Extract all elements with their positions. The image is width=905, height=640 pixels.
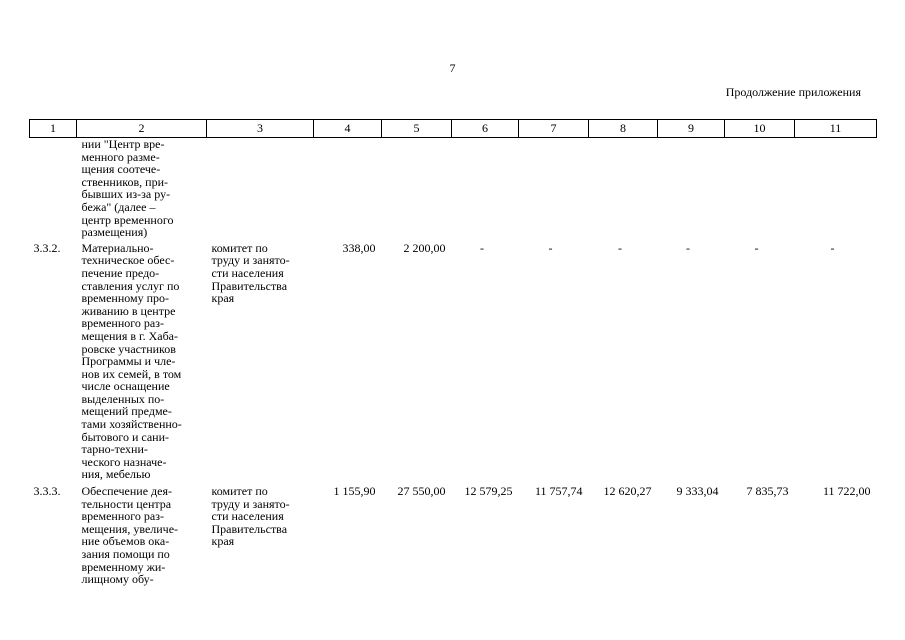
item-executor: комитет по труду и занято- сти населения Правительства края bbox=[211, 484, 290, 549]
column-header: 9 bbox=[658, 120, 725, 138]
value-cell: 12 579,25 bbox=[464, 484, 513, 499]
page-number: 7 bbox=[449, 61, 456, 75]
value-cell: 11 722,00 bbox=[822, 484, 871, 499]
value-cell: 338,00 bbox=[342, 240, 376, 255]
value-cell: 7 835,73 bbox=[746, 484, 789, 499]
column-number-row bbox=[30, 120, 877, 138]
value-cell: - bbox=[480, 240, 484, 255]
program-table bbox=[29, 119, 877, 586]
column-header: 3 bbox=[207, 120, 314, 138]
value-cell: - bbox=[686, 240, 690, 255]
value-cell: - bbox=[618, 240, 622, 255]
column-header: 1 bbox=[30, 120, 77, 138]
table-row bbox=[30, 239, 877, 481]
column-header: 5 bbox=[382, 120, 452, 138]
value-cell: 1 155,90 bbox=[333, 484, 376, 499]
column-header: 10 bbox=[725, 120, 795, 138]
column-header: 4 bbox=[314, 120, 382, 138]
value-cell: 11 757,74 bbox=[534, 484, 583, 499]
value-cell: - bbox=[754, 240, 759, 255]
item-number: 3.3.3. bbox=[33, 484, 61, 499]
column-header: 7 bbox=[519, 120, 589, 138]
item-description: Обеспечение дея- тельности центра временного раз- мещения, увеличе- ние объемов ока- зания помощи по временному жи- лищному обу- bbox=[81, 484, 179, 587]
item-description: Материально- техническое обес- печение предо- ставления услуг по временному про- живанию в центре временного раз- мещения в г. Хаба- ровске участников Программы и чле- нов их семей, в том числе оснащение выделенных по- мещений предме- тами хозяйственно- бытового и сани- тарно-техни- ческого назначе- ния, мебелью bbox=[81, 240, 182, 482]
value-cell: - bbox=[548, 240, 553, 255]
column-header: 2 bbox=[77, 120, 207, 138]
value-cell: 2 200,00 bbox=[403, 240, 446, 255]
value-cell: 9 333,04 bbox=[676, 484, 719, 499]
table-row bbox=[30, 481, 877, 586]
value-cell: 27 550,00 bbox=[397, 484, 446, 499]
item-executor: комитет по труду и занято- сти населения Правительства края bbox=[211, 240, 290, 306]
continuation-caption: Продолжение приложения bbox=[725, 85, 861, 99]
table-row-continuation bbox=[30, 138, 877, 239]
item-number: 3.3.2. bbox=[33, 240, 61, 255]
continued-description: нии "Центр вре- менного разме- щения соотече- ственников, при- бывших из-за ру- бежа" (далее – центр временного размещения) bbox=[81, 137, 174, 240]
column-header: 11 bbox=[795, 120, 877, 138]
column-header: 8 bbox=[589, 120, 658, 138]
column-header: 6 bbox=[452, 120, 519, 138]
value-cell: - bbox=[830, 240, 835, 255]
value-cell: 12 620,27 bbox=[603, 484, 652, 499]
